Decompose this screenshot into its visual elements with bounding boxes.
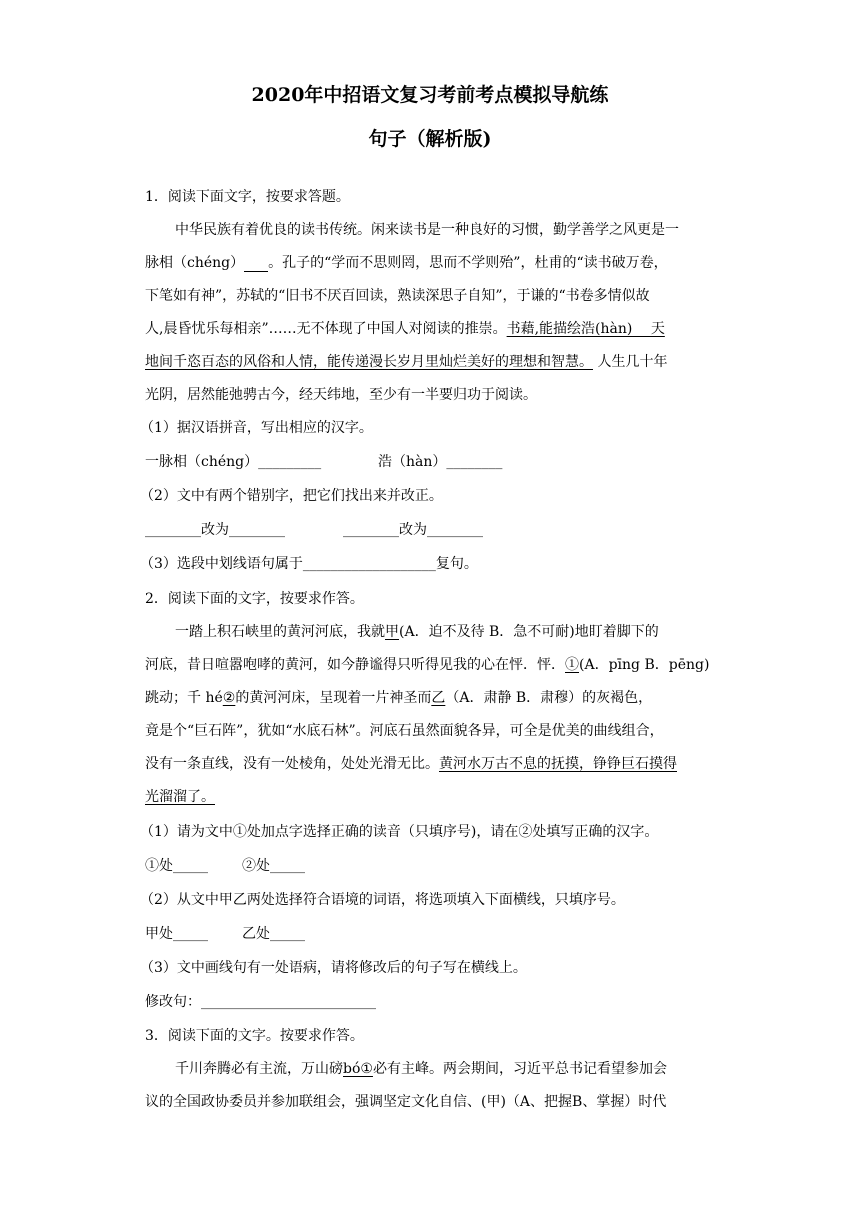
q1-sub-2-answer-a: ________改为________ xyxy=(145,522,285,538)
q2-passage-line-2: 河底，昔日喧嚣咆哮的黄河，如今静谧得只听得见我的心在怦．怦．①(A．pīng B．pēng) xyxy=(145,657,710,673)
q2-sub-2: （2）从文中甲乙两处选择符合语境的词语，将选项填入下面横线，只填序号。 xyxy=(140,892,625,908)
underlined-sentence: 地间千恣百态的风俗和人情，能传递漫长岁月里灿烂美好的理想和智慧。 xyxy=(145,354,593,370)
q1-passage-line-5: 地间千恣百态的风俗和人情，能传递漫长岁月里灿烂美好的理想和智慧。 人生几十年 xyxy=(145,354,668,370)
dotted-characters: 怦．怦． xyxy=(509,657,565,673)
document-title: 2020年中招语文复习考前考点模拟导航练 xyxy=(251,84,609,106)
q2-passage-line-5: 没有一条直线，没有一处棱角，处处光滑无比。黄河水万古不息的抚摸，铮铮巨石摸得 xyxy=(145,756,677,772)
q2-passage-line-1: 一踏上积石峡里的黄河河底，我就甲(A．迫不及待 B．急不可耐)地盯着脚下的 xyxy=(175,624,659,640)
underlined-sentence: 黄河水万古不息的抚摸，铮铮巨石摸得 xyxy=(439,756,677,772)
q2-sub-1-answer-b: ②处_____ xyxy=(242,858,305,874)
q1-sub-1-answer-a: 一脉相（chéng）_________ xyxy=(145,454,322,470)
q1-sub-3: （3）选段中划线语句属于___________________复句。 xyxy=(140,556,478,572)
q2-sub-1: （1）请为文中①处加点字选择正确的读音（只填序号)，请在②处填写正确的汉字。 xyxy=(140,824,659,840)
q1-passage-line-3: 下笔如有神”，苏轼的“旧书不厌百回读，熟读深思子自知”，于谦的“书卷多情似故 xyxy=(145,288,650,304)
q1-sub-2-answer-b: ________改为________ xyxy=(343,522,483,538)
q1-passage-line-1: 中华民族有着优良的读书传统。闲来读书是一种良好的习惯，勤学善学之风更是一 xyxy=(175,222,679,238)
q1-sub-1-answer-b: 浩（hàn）________ xyxy=(378,454,503,470)
q3-passage-line-2: 议的全国政协委员并参加联组会，强调坚定文化自信、(甲)（A、把握B、掌握）时代 xyxy=(145,1094,667,1110)
q2-passage-line-4: 竟是个“巨石阵”，犹如“水底石林”。河底石虽然面貌各异，可全是优美的曲线组合， xyxy=(145,723,664,739)
q2-passage-line-3: 跳动；千 hé②的黄河河床，呈现着一片神圣而乙（A．肃静 B．肃穆）的灰褐色， xyxy=(145,690,653,706)
blank-2: ② xyxy=(222,690,236,706)
q3-passage-line-1: 千川奔腾必有主流，万山磅bó①必有主峰。两会期间，习近平总书记看望参加会 xyxy=(175,1061,667,1077)
blank-1: bó① xyxy=(343,1061,373,1077)
document-subtitle: 句子（解析版) xyxy=(368,128,492,150)
q1-passage-line-2: 脉相（chéng） 。孔子的“学而不思则罔，思而不学则殆”，杜甫的“读书破万卷， xyxy=(145,255,668,271)
q2-sub-1-answer-a: ①处_____ xyxy=(145,858,208,874)
q1-passage-line-4: 人,晨昏忧乐每相亲”……无不体现了中国人对阅读的推崇。书藉,能描绘浩(hàn) 天 xyxy=(145,321,665,337)
blank-jia: 甲 xyxy=(385,624,399,640)
q2-sub-3-answer: 修改句：_________________________ xyxy=(145,994,376,1010)
q2-heading: 2．阅读下面的文字，按要求作答。 xyxy=(145,591,364,607)
underlined-sentence: 光溜溜了。 xyxy=(145,789,215,805)
underlined-sentence: 书藉,能描绘浩(hàn) 天 xyxy=(506,321,665,337)
q2-passage-line-6 xyxy=(145,786,215,806)
q2-sub-2-answer-a: 甲处_____ xyxy=(145,926,208,942)
blank-1: ① xyxy=(565,657,579,673)
q1-sub-2: （2）文中有两个错别字，把它们找出来并改正。 xyxy=(140,488,443,504)
q1-passage-line-6: 光阴，居然能弛骋古今，经天纬地，至少有一半要归功于阅读。 xyxy=(145,387,537,403)
q1-sub-1: （1）据汉语拼音，写出相应的汉字。 xyxy=(140,420,373,436)
q3-heading: 3．阅读下面的文字。按要求作答。 xyxy=(145,1028,364,1044)
q2-sub-3: （3）文中画线句有一处语病，请将修改后的句子写在横线上。 xyxy=(140,960,527,976)
q2-sub-2-answer-b: 乙处_____ xyxy=(242,926,305,942)
q1-heading: 1．阅读下面文字，按要求答题。 xyxy=(145,189,350,205)
q1-blank xyxy=(244,255,268,272)
blank-yi: 乙 xyxy=(431,690,446,706)
